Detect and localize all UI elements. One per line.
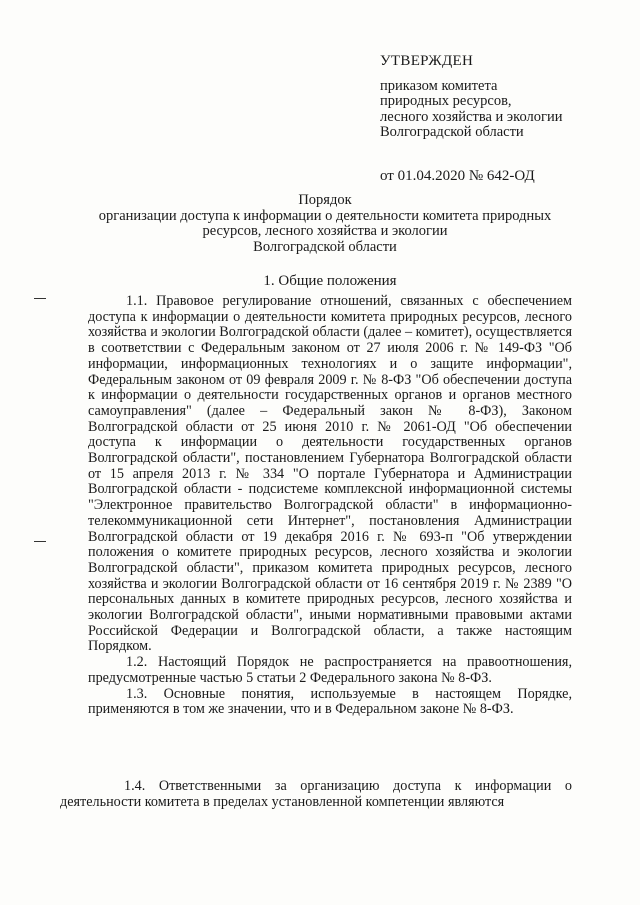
- paragraph-1-3: 1.3. Основные понятия, используемые в настоящем Порядке, применяются в том же значении, что и в Федеральном законе № 8-ФЗ.: [88, 685, 572, 718]
- title-line: Волгоградской области: [253, 238, 397, 255]
- paragraph-1-1: 1.1. Правовое регулирование отношений, связанных с обеспечением доступа к информации о деятельности комитета природных ресурсов, лесного хозяйства и экологии Волгоградской области (далее – комитет), осуществляется в соответствии с Федеральным законом от 27 июля 2006 г. № 149-ФЗ "Об информации, информационных технологиях и о защите информации", Федеральным законом от 09 февраля 2009 г. № 8-ФЗ "Об обеспечении доступа к информации о деятельности государственных органов и органов местного самоуправления" (далее – Федеральный закон № 8-ФЗ), Законом Волгоградской области от 25 июня 2010 г. № 2061-ОД "Об обеспечении доступа к информации о деятельности государственных органов Волгоградской области", постановлением Губернатора Волгоградской области от 15 апреля 2013 г. № 334 "О портале Губернатора и Администрации Волгоградской области - подсистеме комплексной информационной системы "Электронное правительство Волгоградской области" в информационно-телекоммуникационной сети Интернет", постановления Администрации Волгоградской области от 19 декабря 2016 г. № 693-п "Об утверждении положения о комитете природных ресурсов, лесного хозяйства и экологии Волгоградской области", приказом комитета природных ресурсов, лесного хозяйства и экологии Волгоградской области от 16 сентября 2019 г. № 2389 "О персональных данных в комитете природных ресурсов, лесного хозяйства и экологии Волгоградской области", иными нормативными правовыми актами Российской Федерации и Волгоградской области, а также настоящим Порядком.: [88, 293, 573, 655]
- section-heading: 1. Общие положения: [263, 273, 397, 289]
- margin-mark: [34, 541, 46, 542]
- approval-heading: УТВЕРЖДЕН: [380, 53, 474, 69]
- paragraph-1-2: 1.2. Настоящий Порядок не распространяется на правоотношения, предусмотренные частью 5 статьи 2 Федерального закона № 8-ФЗ.: [88, 654, 572, 686]
- document-body: [88, 294, 572, 718]
- title-line: ресурсов, лесного хозяйства и экологии: [202, 223, 448, 239]
- title-line: Порядок: [298, 192, 352, 208]
- approval-stamp: [380, 54, 630, 184]
- paragraph-1-4: 1.4. Ответственными за организацию доступа к информации о деятельности комитета в пределах установленной компетенции являются: [60, 778, 572, 810]
- margin-mark: [34, 298, 46, 299]
- approval-date: от 01.04.2020 № 642-ОД: [380, 167, 535, 184]
- document-title: [60, 193, 590, 255]
- approval-line: природных ресурсов,: [380, 93, 512, 109]
- title-line: организации доступа к информации о деятельности комитета природных: [98, 207, 552, 224]
- approval-line: лесного хозяйства и экологии: [380, 108, 563, 125]
- approval-line: приказом комитета: [380, 77, 498, 94]
- approval-line: Волгоградской области: [380, 124, 524, 140]
